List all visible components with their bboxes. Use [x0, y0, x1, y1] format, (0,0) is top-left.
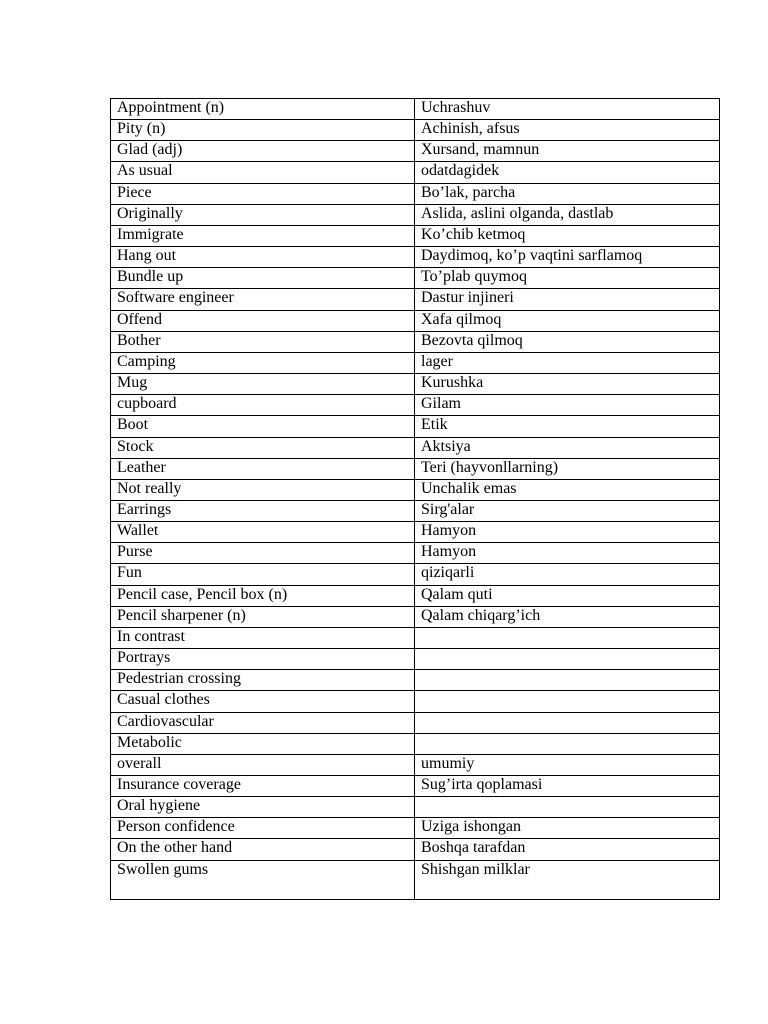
uzbek-translation-cell: qiziqarli: [415, 564, 720, 585]
uzbek-translation-cell: [415, 733, 720, 754]
table-row: [111, 310, 720, 331]
table-row: [111, 860, 720, 899]
uzbek-translation-cell: Dastur injineri: [415, 289, 720, 310]
english-term-cell: Appointment (n): [111, 99, 415, 120]
english-term-cell: On the other hand: [111, 839, 415, 860]
english-term-cell: Cardiovascular: [111, 712, 415, 733]
table-row: [111, 818, 720, 839]
uzbek-translation-cell: [415, 649, 720, 670]
table-row: [111, 268, 720, 289]
table-row: [111, 564, 720, 585]
english-term-cell: overall: [111, 754, 415, 775]
uzbek-translation-cell: Aslida, aslini olganda, dastlab: [415, 204, 720, 225]
english-term-cell: Casual clothes: [111, 691, 415, 712]
english-term-cell: Metabolic: [111, 733, 415, 754]
uzbek-translation-cell: Sirg'alar: [415, 500, 720, 521]
english-term-cell: Pencil sharpener (n): [111, 606, 415, 627]
table-row: [111, 691, 720, 712]
table-row: [111, 754, 720, 775]
uzbek-translation-cell: Achinish, afsus: [415, 120, 720, 141]
english-term-cell: cupboard: [111, 395, 415, 416]
uzbek-translation-cell: umumiy: [415, 754, 720, 775]
table-row: [111, 183, 720, 204]
table-row: [111, 247, 720, 268]
uzbek-translation-cell: Boshqa tarafdan: [415, 839, 720, 860]
english-term-cell: Earrings: [111, 500, 415, 521]
english-term-cell: Boot: [111, 416, 415, 437]
english-term-cell: Glad (adj): [111, 141, 415, 162]
table-row: [111, 395, 720, 416]
english-term-cell: Oral hygiene: [111, 797, 415, 818]
uzbek-translation-cell: Etik: [415, 416, 720, 437]
table-row: [111, 649, 720, 670]
table-row: [111, 416, 720, 437]
english-term-cell: Software engineer: [111, 289, 415, 310]
table-row: [111, 733, 720, 754]
uzbek-translation-cell: lager: [415, 352, 720, 373]
uzbek-translation-cell: [415, 797, 720, 818]
table-row: [111, 352, 720, 373]
english-term-cell: Offend: [111, 310, 415, 331]
uzbek-translation-cell: Gilam: [415, 395, 720, 416]
table-row: [111, 543, 720, 564]
uzbek-translation-cell: Unchalik emas: [415, 479, 720, 500]
english-term-cell: Pedestrian crossing: [111, 670, 415, 691]
english-term-cell: Fun: [111, 564, 415, 585]
english-term-cell: Mug: [111, 374, 415, 395]
english-term-cell: Piece: [111, 183, 415, 204]
table-row: [111, 458, 720, 479]
uzbek-translation-cell: [415, 712, 720, 733]
table-row: [111, 120, 720, 141]
table-row: [111, 670, 720, 691]
english-term-cell: In contrast: [111, 627, 415, 648]
english-term-cell: Person confidence: [111, 818, 415, 839]
uzbek-translation-cell: Bezovta qilmoq: [415, 331, 720, 352]
table-row: [111, 585, 720, 606]
english-term-cell: Insurance coverage: [111, 776, 415, 797]
table-row: [111, 606, 720, 627]
english-term-cell: Bother: [111, 331, 415, 352]
english-term-cell: As usual: [111, 162, 415, 183]
uzbek-translation-cell: Qalam quti: [415, 585, 720, 606]
uzbek-translation-cell: Shishgan milklar: [415, 860, 720, 899]
uzbek-translation-cell: Kurushka: [415, 374, 720, 395]
english-term-cell: Leather: [111, 458, 415, 479]
table-row: [111, 99, 720, 120]
vocabulary-table: [110, 98, 720, 900]
english-term-cell: Immigrate: [111, 225, 415, 246]
uzbek-translation-cell: Daydimoq, ko’p vaqtini sarflamoq: [415, 247, 720, 268]
english-term-cell: Hang out: [111, 247, 415, 268]
uzbek-translation-cell: Bo’lak, parcha: [415, 183, 720, 204]
uzbek-translation-cell: Sug’irta qoplamasi: [415, 776, 720, 797]
english-term-cell: Swollen gums: [111, 860, 415, 899]
uzbek-translation-cell: Uchrashuv: [415, 99, 720, 120]
uzbek-translation-cell: Hamyon: [415, 522, 720, 543]
english-term-cell: Camping: [111, 352, 415, 373]
table-row: [111, 204, 720, 225]
english-term-cell: Pity (n): [111, 120, 415, 141]
uzbek-translation-cell: [415, 670, 720, 691]
english-term-cell: Portrays: [111, 649, 415, 670]
table-row: [111, 437, 720, 458]
table-row: [111, 839, 720, 860]
uzbek-translation-cell: Xursand, mamnun: [415, 141, 720, 162]
table-row: [111, 627, 720, 648]
english-term-cell: Purse: [111, 543, 415, 564]
table-row: [111, 331, 720, 352]
uzbek-translation-cell: To’plab quymoq: [415, 268, 720, 289]
english-term-cell: Bundle up: [111, 268, 415, 289]
uzbek-translation-cell: Uziga ishongan: [415, 818, 720, 839]
english-term-cell: Pencil case, Pencil box (n): [111, 585, 415, 606]
english-term-cell: Stock: [111, 437, 415, 458]
table-row: [111, 141, 720, 162]
uzbek-translation-cell: Qalam chiqarg’ich: [415, 606, 720, 627]
uzbek-translation-cell: Hamyon: [415, 543, 720, 564]
table-row: [111, 225, 720, 246]
english-term-cell: Originally: [111, 204, 415, 225]
uzbek-translation-cell: Ko’chib ketmoq: [415, 225, 720, 246]
table-row: [111, 712, 720, 733]
uzbek-translation-cell: [415, 691, 720, 712]
english-term-cell: Not really: [111, 479, 415, 500]
table-row: [111, 162, 720, 183]
uzbek-translation-cell: [415, 627, 720, 648]
table-row: [111, 374, 720, 395]
english-term-cell: Wallet: [111, 522, 415, 543]
uzbek-translation-cell: Aktsiya: [415, 437, 720, 458]
table-row: [111, 522, 720, 543]
vocabulary-table-body: [111, 99, 720, 900]
table-row: [111, 500, 720, 521]
table-row: [111, 776, 720, 797]
uzbek-translation-cell: Teri (hayvonllarning): [415, 458, 720, 479]
table-row: [111, 479, 720, 500]
uzbek-translation-cell: Xafa qilmoq: [415, 310, 720, 331]
table-row: [111, 797, 720, 818]
table-row: [111, 289, 720, 310]
uzbek-translation-cell: odatdagidek: [415, 162, 720, 183]
